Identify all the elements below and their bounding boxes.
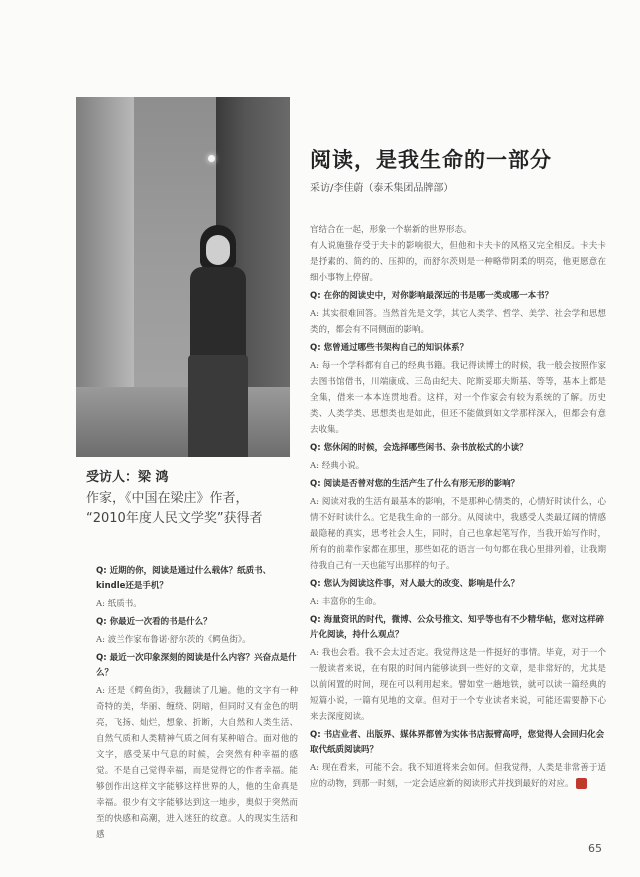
question: Q: 近期的你，阅读是通过什么载体？纸质书、kindle还是手机？ [96,566,272,591]
page-number: 65 [588,842,602,855]
question: Q: 最近一次印象深刻的阅读是什么内容？兴奋点是什么？ [96,653,297,678]
photo-caption [86,466,296,529]
answer: A: 丰富你的生命。 [310,597,382,607]
interviewee-name: 受访人：梁 鸿 [86,470,169,485]
answer: A: 纸质书。 [96,599,142,609]
left-column [96,562,298,846]
answer: A: 我也会看。我不会太过否定。我觉得这是一件挺好的事情。毕竟，对于一个一般读者来说，在有限的时间内能够读到一些好的文章，是非常好的，尤其是以前闲置的时间，现在可以利用起来。譬如堂一趟地铁，就可以读一篇经典的短篇小说，一篇有见地的文章。但对于一个专业读者来说，可能还需要静下心来去深度阅读。 [310,648,606,722]
caption-line: “2010年度人民文学奖”获得者 [86,511,263,526]
article-title: 阅读，是我生命的一部分 [310,148,552,172]
answer: A: 现在看来，可能不会。我不知道将来会如何。但我觉得，人类是非常善于适应的动物，到那一时刻，一定会适应新的阅读形式并找到最好的对应。 [310,763,606,789]
answer: A: 经典小说。 [310,461,365,471]
question: Q: 阅读是否曾对您的生活产生了什么有形无形的影响？ [310,479,520,489]
caption-line: 作家，《中国在梁庄》作者， [86,491,249,506]
article-byline: 采访/李佳蔚（泰禾集团品牌部） [310,183,454,194]
question: Q: 海量资讯的时代，微博、公众号推文、知乎等也有不少精华帖，您对这样碎片化阅读，持什么观点？ [310,615,605,640]
answer: A: 阅读对我的生活有最基本的影响，不是那种心情类的，心情好时读什么，心情不好时读什么。它是我生命的一部分。从阅读中，我感受人类最辽阔的情感最隐秘的真实，思考社会人生，同时，自己也拿起笔写作，当我开始写作时，所有的前辈作家都在那里，那些如花的语言一句句都在我心里排列着，让我期待我自己有一天也能写出那样的句子。 [310,497,606,571]
question: Q: 您休闲的时候，会选择哪些闲书、杂书放松式的小读？ [310,443,528,453]
right-column [310,222,606,795]
light-bulb [208,155,215,162]
question: Q: 你最近一次看的书是什么？ [96,617,212,627]
answer: A: 其实很难回答。当然首先是文学，其它人类学、哲学、美学、社会学和思想类的，都会有不同侧面的影响。 [310,309,606,335]
answer: A: 波兰作家布鲁诺·舒尔茨的《鳄鱼街》。 [96,635,251,645]
portrait-photo [76,97,290,457]
paragraph: 官结合在一起，形象一个崭新的世界形态。 [310,225,472,235]
question: Q: 书店业者、出版界、媒体界都曾为实体书店振臂高呼，您觉得人会回归化会取代纸质阅读吗？ [310,730,605,755]
interviewee-figure [172,225,264,457]
question: Q: 在你的阅读史中，对你影响最深远的书是哪一类或哪一本书？ [310,291,554,301]
question: Q: 您认为阅读这件事，对人最大的改变、影响是什么？ [310,579,520,589]
answer: A: 每一个学科都有自己的经典书籍。我记得读博士的时候，我一般会按照作家去图书馆借书，川端康成、三岛由纪夫、陀斯妥耶夫斯基、等等，基本上都是全集，借来一本本连贯地看。这样，对一个作家会有较为系统的了解。历史类、人类学类、思想类也是如此，但还不能做到如文学那样深入，但都会有意去收集。 [310,361,606,435]
answer: A: 还是《鳄鱼街》，我翻读了几遍。他的文字有一种奇特的美，华丽、缠绕、阴暗，但同时又有金色的明亮，飞扬、灿烂，想象、折断，大自然和人类生活、自然气质和人类精神气质之间有某种暗合。面对他的文字，感受某中气息的时候，会突然有种幸福的感觉。不是自己觉得幸福，而是觉得它的作者幸福。能够创作出这样文字能够这样世界的人，他的生命真是幸福。很少有文字能够达到这一地步，奥似于突然而至的快感和高潮，进入迷狂的纹意。人的现实生活和感 [96,686,298,840]
question: Q: 您曾通过哪些书架构自己的知识体系？ [310,343,469,353]
paragraph: 有人说施蛰存受于夫卡的影响很大，但他和卡夫卡的风格又完全相反。卡夫卡是抒素的、简约的、压抑的，而舒尔茨则是一种略带阴柔的明亮，他更愿意在细小事物上停留。 [310,241,606,283]
seal-stamp-icon [576,778,587,789]
